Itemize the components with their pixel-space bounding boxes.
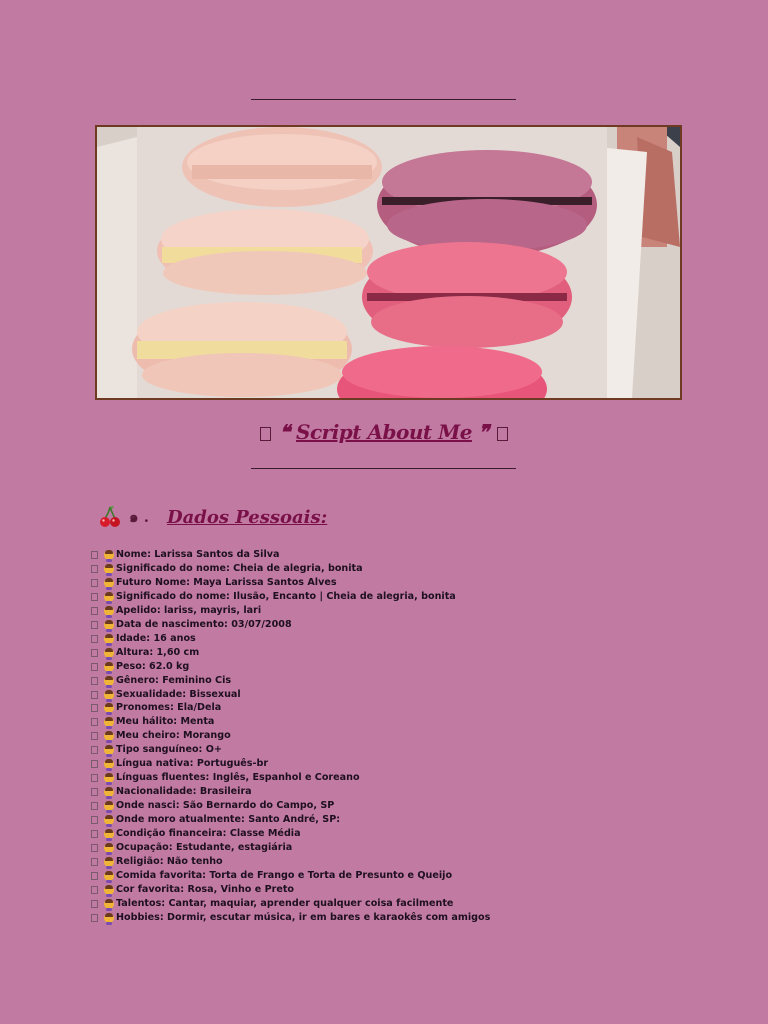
list-item-text: Data de nascimento: 03/07/2008 (116, 618, 292, 630)
list-item-text: Nacionalidade: Brasileira (116, 786, 252, 798)
missing-glyph-icon (260, 427, 271, 441)
list-item (91, 715, 490, 729)
list-item-text: Onde moro atualmente: Santo André, SP: (116, 814, 341, 826)
list-item (91, 841, 490, 855)
section-title: Dados Pessoais: (166, 506, 328, 528)
missing-glyph-icon (91, 593, 98, 601)
missing-glyph-icon (91, 746, 98, 754)
missing-glyph-icon (91, 565, 98, 573)
missing-glyph-icon (91, 691, 98, 699)
list-item (91, 827, 490, 841)
list-item-text: Gênero: Feminino Cis (116, 674, 232, 686)
list-item-text: Nome: Larissa Santos da Silva (116, 549, 280, 560)
person-emoji-icon (104, 885, 114, 895)
person-emoji-icon (104, 815, 114, 825)
missing-glyph-icon (497, 427, 508, 441)
missing-glyph-icon (91, 607, 98, 615)
section-header (99, 502, 327, 532)
title-divider (251, 468, 516, 469)
missing-glyph-icon (91, 858, 98, 866)
missing-glyph-icon (91, 802, 98, 810)
missing-glyph-icon (91, 900, 98, 908)
title-suffix: ❞ (478, 420, 489, 444)
person-emoji-icon (104, 745, 114, 755)
list-item-text: Religião: Não tenho (116, 855, 223, 867)
list-item (91, 771, 490, 785)
person-emoji-icon (104, 843, 114, 853)
list-item-text: Língua nativa: Português-br (116, 758, 269, 770)
person-emoji-icon (104, 676, 114, 686)
missing-glyph-icon (91, 677, 98, 685)
person-emoji-icon (104, 731, 114, 741)
missing-glyph-icon (91, 886, 98, 894)
person-emoji-icon (104, 857, 114, 867)
person-emoji-icon (104, 662, 114, 672)
person-emoji-icon (104, 759, 114, 769)
list-item (91, 911, 490, 925)
list-item (91, 660, 490, 674)
list-item (91, 729, 490, 743)
missing-glyph-icon (91, 551, 98, 559)
top-divider (251, 99, 516, 100)
title-text: Script About Me (296, 420, 472, 444)
list-item-text: Cor favorita: Rosa, Vinho e Preto (116, 883, 295, 895)
list-item (91, 785, 490, 799)
missing-glyph-icon (91, 649, 98, 657)
missing-glyph-icon (91, 760, 98, 768)
personal-data-list (91, 548, 490, 925)
list-item-text: Apelido: lariss, mayris, lari (116, 604, 262, 616)
page-title (0, 420, 768, 444)
person-emoji-icon (104, 648, 114, 658)
list-item (91, 897, 490, 911)
list-item-text: Comida favorita: Torta de Frango e Torta de Presunto e Queijo (116, 869, 453, 881)
person-emoji-icon (104, 787, 114, 797)
list-item (91, 855, 490, 869)
list-item-text: Meu hálito: Menta (116, 716, 215, 728)
missing-glyph-icon (91, 872, 98, 880)
missing-glyph-icon (91, 663, 98, 671)
person-emoji-icon (104, 620, 114, 630)
title-prefix: ❝ (279, 420, 290, 444)
missing-glyph-icon (91, 774, 98, 782)
list-item (91, 813, 490, 827)
missing-glyph-icon (91, 914, 98, 922)
list-item-text: Meu cheiro: Morango (116, 730, 231, 742)
list-item-text: Futuro Nome: Maya Larissa Santos Alves (116, 576, 337, 588)
list-item-text: Idade: 16 anos (116, 632, 196, 644)
list-item-text: Condição financeira: Classe Média (116, 828, 301, 840)
missing-glyph-icon (91, 704, 98, 712)
person-emoji-icon (104, 578, 114, 588)
list-item-text: Ocupação: Estudante, estagiária (116, 842, 293, 854)
list-item-text: Onde nasci: São Bernardo do Campo, SP (116, 800, 335, 812)
list-item-text: Pronomes: Ela/Dela (116, 702, 222, 714)
person-emoji-icon (104, 592, 114, 602)
person-emoji-icon (104, 634, 114, 644)
list-item (91, 674, 490, 688)
list-item (91, 757, 490, 771)
list-item-text: Peso: 62.0 kg (116, 660, 190, 672)
list-item (91, 646, 490, 660)
section-number: ๑ . (129, 508, 149, 526)
list-item (91, 799, 490, 813)
person-emoji-icon (104, 871, 114, 881)
list-item-text: Hobbies: Dormir, escutar música, ir em bares e karaokês com amigos (116, 911, 491, 923)
list-item-text: Significado do nome: Ilusão, Encanto | Cheia de alegria, bonita (116, 590, 456, 602)
missing-glyph-icon (91, 718, 98, 726)
list-item (91, 548, 490, 562)
person-emoji-icon (104, 801, 114, 811)
list-item (91, 869, 490, 883)
missing-glyph-icon (91, 830, 98, 838)
missing-glyph-icon (91, 732, 98, 740)
list-item (91, 618, 490, 632)
list-item (91, 604, 490, 618)
list-item (91, 562, 490, 576)
missing-glyph-icon (91, 579, 98, 587)
missing-glyph-icon (91, 844, 98, 852)
person-emoji-icon (104, 690, 114, 700)
list-item-text: Tipo sanguíneo: O+ (116, 744, 222, 756)
missing-glyph-icon (91, 788, 98, 796)
cherry-icon (99, 505, 121, 529)
person-emoji-icon (104, 773, 114, 783)
list-item-text: Significado do nome: Cheia de alegria, bonita (116, 562, 363, 574)
missing-glyph-icon (91, 635, 98, 643)
list-item-text: Altura: 1,60 cm (116, 646, 200, 658)
list-item-text: Línguas fluentes: Inglês, Espanhol e Coreano (116, 772, 360, 784)
missing-glyph-icon (91, 621, 98, 629)
list-item (91, 632, 490, 646)
list-item-text: Sexualidade: Bissexual (116, 688, 241, 700)
list-item (91, 743, 490, 757)
person-emoji-icon (104, 913, 114, 923)
missing-glyph-icon (91, 816, 98, 824)
person-emoji-icon (104, 899, 114, 909)
person-emoji-icon (104, 829, 114, 839)
macarons-photo (95, 125, 682, 400)
list-item (91, 576, 490, 590)
person-emoji-icon (104, 606, 114, 616)
list-item (91, 688, 490, 702)
list-item (91, 590, 490, 604)
person-emoji-icon (104, 717, 114, 727)
person-emoji-icon (104, 703, 114, 713)
list-item-text: Talentos: Cantar, maquiar, aprender qualquer coisa facilmente (116, 897, 454, 909)
person-emoji-icon (104, 550, 114, 560)
person-emoji-icon (104, 564, 114, 574)
list-item (91, 883, 490, 897)
list-item (91, 701, 490, 715)
